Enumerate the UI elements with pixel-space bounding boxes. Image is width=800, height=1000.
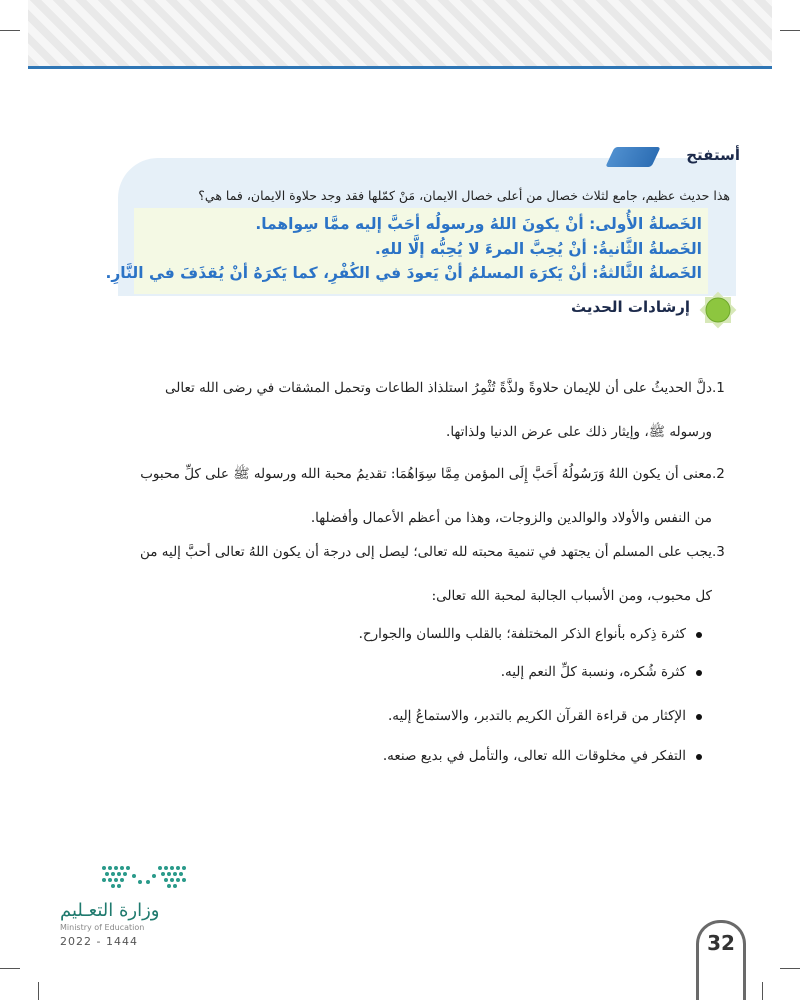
ministry-name-en: Ministry of Education [60, 923, 145, 932]
bullet-dot-icon [696, 632, 702, 638]
list-item [100, 530, 740, 618]
octagon-star-icon [698, 290, 738, 330]
page-number-frame [696, 920, 746, 1000]
item-number: 3. [712, 544, 725, 560]
crop-mark [0, 30, 20, 31]
item-number: 2. [712, 466, 725, 482]
bullet-item [501, 664, 702, 680]
crop-mark [780, 30, 800, 31]
bullet-item [359, 626, 702, 642]
edition-year: 2022 - 1444 [60, 935, 138, 948]
khisla-second: الخَصلةُ الثَّانيةُ: أنْ يُحِبَّ المرءَ لا يُحِبُّه إلَّا للهِ. [374, 240, 702, 258]
item-number: 1. [712, 380, 725, 396]
list-item [100, 366, 740, 454]
crop-mark [0, 968, 20, 969]
bullet-text: التفكر في مخلوقات الله تعالى، والتأمل في بديع صنعه. [382, 748, 686, 764]
istaftih-intro: هذا حديث عظيم، جامع لثلاث خصال من أعلى خصال الايمان، مَنْ كمّلها فقد وجد حلاوة الايمان، فما هي؟ [198, 188, 730, 203]
crop-mark [38, 982, 39, 1000]
khisla-third: الخَصلةُ الثَّالثةُ: أنْ يَكرَهَ المسلمُ أنْ يَعودَ في الكُفْرِ، كما يَكرَهُ أنْ يُقذَفَ في النَّارِ. [105, 264, 702, 282]
item-text: دلَّ الحديثُ على أن للإيمان حلاوةً ولذَّةً تُثْمِرُ استلذاذ الطاعات وتحمل المشقات في رضى الله تعالى [165, 380, 712, 396]
bullet-dot-icon [696, 670, 702, 676]
bullet-item [388, 708, 702, 724]
item-text: يجب على المسلم أن يجتهد في تنمية محبته لله تعالى؛ ليصل إلى درجة أن يكون اللهُ تعالى أحبَّ إليه من [139, 544, 712, 560]
ministry-logo-icon [98, 864, 192, 890]
bullet-text: كثرة ذِكره بأنواع الذكر المختلفة؛ بالقلب واللسان والجوارح. [358, 626, 686, 642]
bullet-item [383, 748, 702, 764]
list-item [100, 452, 740, 540]
crop-mark [762, 982, 763, 1000]
page-number: 32 [707, 931, 735, 955]
item-text-continued: من النفس والأولاد والوالدين والزوجات، وهذا من أعظم الأعمال وأفضلها. [310, 510, 712, 526]
header-pattern [28, 0, 772, 66]
item-text: معنى أن يكون اللهُ وَرَسُولُهُ أَحَبَّ إِلَى المؤمن مِمَّا سِوَاهُمَا: تقديمُ محبة الله ورسوله ﷺ على كلِّ محبوب [140, 466, 712, 482]
bullet-dot-icon [696, 754, 702, 760]
section-title: إرشادات الحديث [570, 298, 690, 316]
crop-mark [780, 968, 800, 969]
item-text-continued: كل محبوب، ومن الأسباب الجالبة لمحبة الله تعالى: [431, 588, 712, 604]
bullet-dot-icon [696, 714, 702, 720]
istaftih-label: أستفتح [686, 146, 740, 164]
bullet-text: الإكثار من قراءة القرآن الكريم بالتدبر، والاستماعُ إليه. [387, 708, 686, 724]
khisla-first: الخَصلةُ الأُولى: أنْ يكونَ اللهُ ورسولُه أحَبَّ إليه ممَّا سِواهما. [255, 215, 702, 233]
header-divider [28, 66, 772, 69]
ministry-name-ar: وزارة التعـليم [60, 900, 160, 921]
item-text-continued: ورسوله ﷺ، وإيثار ذلك على عرض الدنيا ولذاتها. [446, 424, 712, 440]
bullet-text: كثرة شُكره، ونسبة كلِّ النعم إليه. [500, 664, 686, 680]
